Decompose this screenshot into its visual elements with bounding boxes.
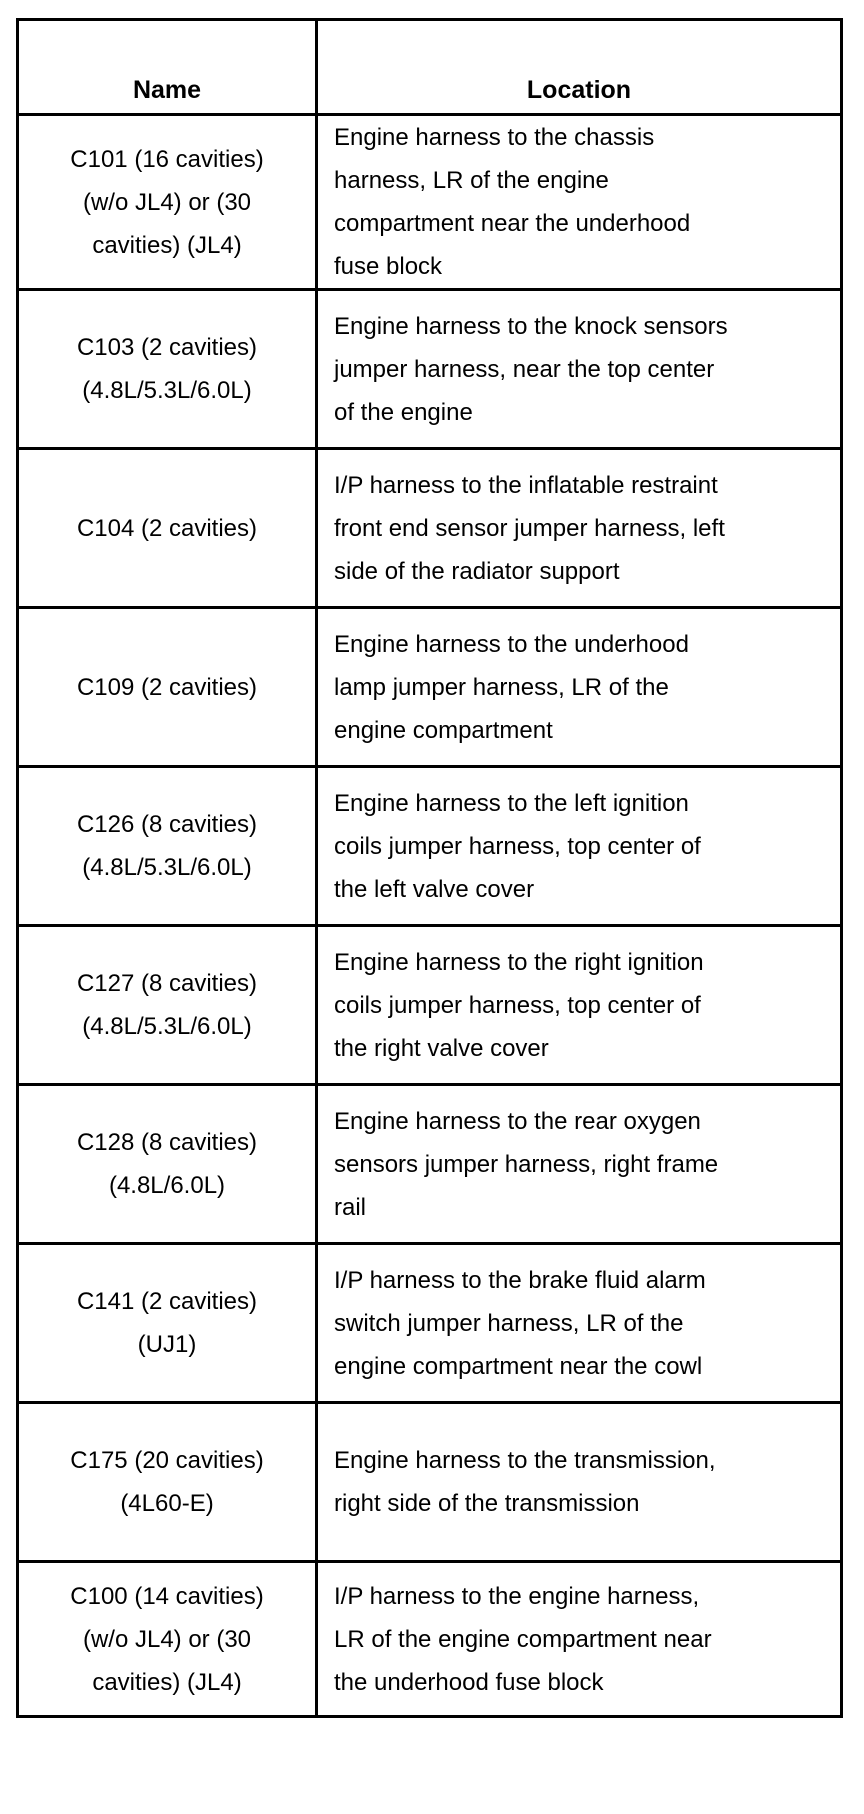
connector-name: C127 (8 cavities) (4.8L/5.3L/6.0L): [76, 970, 258, 1040]
connector-location: Engine harness to the chassis harness, LR of the engine compartment near the underhood fuse block: [334, 124, 691, 280]
connector-location-cell: [317, 767, 842, 926]
connector-name-cell: [18, 1562, 317, 1717]
connector-location: Engine harness to the underhood lamp jumper harness, LR of the engine compartment: [334, 630, 689, 744]
table-row: [18, 290, 842, 449]
connector-location: Engine harness to the knock sensors jumper harness, near the top center of the engine: [334, 312, 728, 426]
connector-location: Engine harness to the transmission, right side of the transmission: [334, 1447, 716, 1517]
connector-table: [16, 18, 843, 1718]
connector-location: Engine harness to the left ignition coils jumper harness, top center of the left valve cover: [334, 789, 701, 903]
table-row: [18, 608, 842, 767]
table-row: [18, 767, 842, 926]
connector-name: C103 (2 cavities) (4.8L/5.3L/6.0L): [76, 334, 258, 404]
connector-location: I/P harness to the inflatable restraint front end sensor jumper harness, left side of the radiator support: [334, 471, 725, 585]
connector-name: C104 (2 cavities): [76, 514, 258, 542]
table-row: [18, 115, 842, 290]
connector-name-cell: [18, 115, 317, 290]
connector-location: Engine harness to the right ignition coils jumper harness, top center of the right valve cover: [334, 948, 704, 1062]
connector-name: C175 (20 cavities) (4L60-E): [70, 1447, 264, 1517]
connector-name: C101 (16 cavities) (w/o JL4) or (30 cavities) (JL4): [70, 145, 264, 259]
connector-location: Engine harness to the rear oxygen sensors jumper harness, right frame rail: [334, 1107, 719, 1221]
connector-name: C128 (8 cavities) (4.8L/6.0L): [76, 1129, 258, 1199]
connector-location: I/P harness to the brake fluid alarm switch jumper harness, LR of the engine compartment near the cowl: [334, 1266, 706, 1380]
connector-location-cell: [317, 608, 842, 767]
connector-location-cell: [317, 1562, 842, 1717]
connector-location-cell: [317, 449, 842, 608]
column-header-name: Name: [18, 20, 317, 115]
connector-location-cell: [317, 1085, 842, 1244]
table-header-row: [18, 20, 842, 115]
table-row: [18, 1244, 842, 1403]
column-header-location: Location: [317, 20, 842, 115]
connector-name-cell: [18, 1085, 317, 1244]
connector-name: C141 (2 cavities) (UJ1): [76, 1288, 258, 1358]
connector-location-cell: [317, 926, 842, 1085]
connector-location: I/P harness to the engine harness, LR of the engine compartment near the underhood fuse block: [334, 1582, 712, 1696]
connector-location-cell: [317, 290, 842, 449]
connector-name: C126 (8 cavities) (4.8L/5.3L/6.0L): [76, 811, 258, 881]
table-row: [18, 926, 842, 1085]
connector-name-cell: [18, 767, 317, 926]
connector-name-cell: [18, 449, 317, 608]
connector-name: C109 (2 cavities): [76, 673, 258, 701]
table-row: [18, 449, 842, 608]
table-row: [18, 1085, 842, 1244]
connector-name-cell: [18, 1244, 317, 1403]
table-row: [18, 1562, 842, 1717]
connector-location-cell: [317, 115, 842, 290]
connector-name-cell: [18, 926, 317, 1085]
connector-name-cell: [18, 608, 317, 767]
table-row: [18, 1403, 842, 1562]
connector-location-cell: [317, 1244, 842, 1403]
connector-name-cell: [18, 290, 317, 449]
connector-name-cell: [18, 1403, 317, 1562]
connector-location-cell: [317, 1403, 842, 1562]
connector-name: C100 (14 cavities) (w/o JL4) or (30 cavities) (JL4): [70, 1582, 264, 1696]
